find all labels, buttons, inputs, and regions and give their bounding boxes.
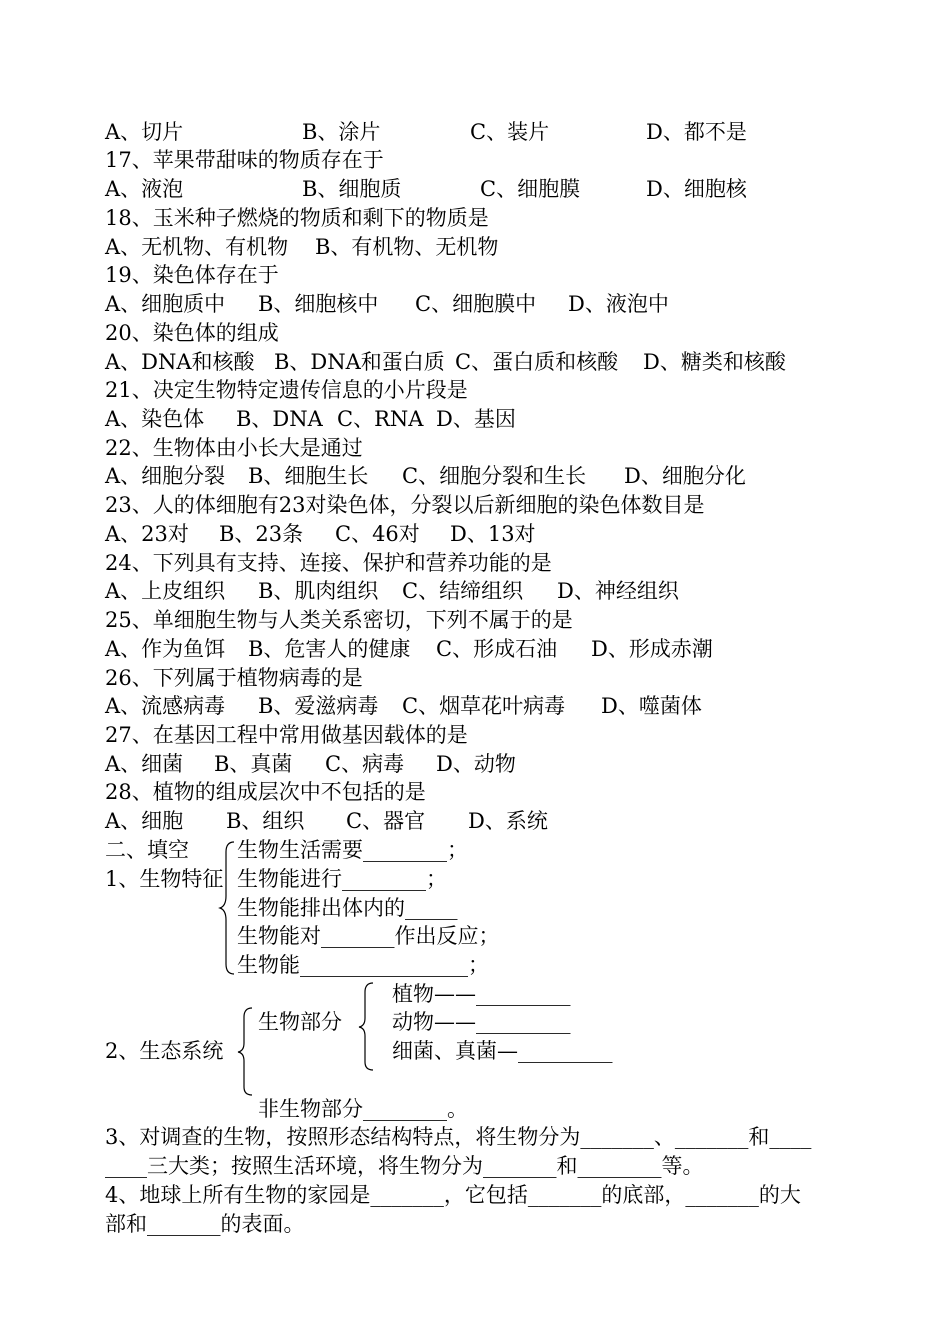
answer-option: B、爱滋病毒 (258, 694, 379, 718)
q4-line: 4、地球上所有生物的家园是_______，它包括_______的底部，_______的大 (105, 1183, 801, 1207)
answer-option: D、噬菌体 (601, 694, 702, 718)
q2-bio-brace-icon (357, 980, 377, 1072)
answer-option: D、系统 (468, 809, 548, 833)
question-text: 27、在基因工程中常用做基因载体的是 (105, 723, 468, 747)
answer-option: C、细胞膜中 (415, 292, 537, 316)
answer-option: D、动物 (436, 752, 516, 776)
answer-option: C、46对 (335, 522, 420, 546)
question-text: 28、植物的组成层次中不包括的是 (105, 780, 426, 804)
question-text: 22、生物体由小长大是通过 (105, 436, 363, 460)
answer-option: B、涂片 (302, 120, 381, 144)
answer-option: B、肌肉组织 (258, 579, 379, 603)
answer-option: C、结缔组织 (402, 579, 524, 603)
answer-option: C、RNA (337, 407, 424, 431)
question-text: 24、下列具有支持、连接、保护和营养功能的是 (105, 551, 552, 575)
answer-option: C、器官 (346, 809, 426, 833)
q1-item: 生物能排出体内的_____ (237, 896, 458, 920)
answer-option: A、细胞分裂 (105, 464, 226, 488)
question-text: 25、单细胞生物与人类关系密切，下列不属于的是 (105, 608, 573, 632)
answer-option: D、基因 (436, 407, 516, 431)
q2-bio-item: 细菌、真菌—_________ (392, 1039, 613, 1063)
answer-option: B、有机物、无机物 (315, 235, 499, 259)
section-title: 二、填空 (105, 838, 189, 862)
question-text: 18、玉米种子燃烧的物质和剩下的物质是 (105, 206, 489, 230)
q2-bio-item: 动物——_________ (392, 1010, 571, 1034)
answer-option: A、DNA和核酸 (105, 350, 255, 374)
answer-option: D、液泡中 (568, 292, 669, 316)
answer-option: B、DNA和蛋白质 (274, 350, 445, 374)
answer-option: B、真菌 (214, 752, 293, 776)
answer-option: D、都不是 (646, 120, 747, 144)
answer-option: C、蛋白质和核酸 (455, 350, 619, 374)
answer-option: B、细胞质 (302, 177, 402, 201)
question-text: 17、苹果带甜味的物质存在于 (105, 148, 384, 172)
answer-option: A、流感病毒 (105, 694, 226, 718)
q3-line: ____三大类；按照生活环境，将生物分为_______和________等。 (105, 1154, 704, 1178)
q1-brace-icon (218, 838, 238, 978)
question-text: 23、人的体细胞有23对染色体，分裂以后新细胞的染色体数目是 (105, 493, 705, 517)
answer-option: C、烟草花叶病毒 (402, 694, 566, 718)
question-text: 20、染色体的组成 (105, 321, 279, 345)
answer-option: C、细胞膜 (480, 177, 581, 201)
answer-option: D、糖类和核酸 (643, 350, 786, 374)
q1-item: 生物能________________； (237, 953, 489, 977)
answer-option: B、危害人的健康 (248, 637, 411, 661)
answer-option: B、DNA (236, 407, 323, 431)
answer-option: C、形成石油 (436, 637, 558, 661)
answer-option: C、装片 (470, 120, 550, 144)
answer-option: A、切片 (105, 120, 184, 144)
answer-option: A、上皮组织 (105, 579, 226, 603)
q3-line: 3、对调查的生物，按照形态结构特点，将生物分为_______、_______和____ (105, 1125, 812, 1149)
answer-option: C、细胞分裂和生长 (402, 464, 587, 488)
question-text: 26、下列属于植物病毒的是 (105, 666, 363, 690)
q2-bio-label: 生物部分 (258, 1010, 342, 1034)
answer-option: A、液泡 (105, 177, 184, 201)
answer-option: D、神经组织 (557, 579, 679, 603)
answer-option: D、细胞分化 (624, 464, 746, 488)
q1-item: 生物能对_______作出反应； (237, 924, 500, 948)
answer-option: A、细胞质中 (105, 292, 226, 316)
answer-option: A、染色体 (105, 407, 205, 431)
q1-item: 生物生活需要________； (237, 838, 468, 862)
q2-brace-icon (236, 1005, 256, 1097)
question-text: 21、决定生物特定遗传信息的小片段是 (105, 378, 468, 402)
q2-bio-item: 植物——_________ (392, 982, 571, 1006)
q2-nonbio: 非生物部分________。 (258, 1097, 468, 1121)
q1-label: 1、生物特征 (105, 867, 224, 891)
answer-option: C、病毒 (325, 752, 405, 776)
q1-item: 生物能进行________； (237, 867, 447, 891)
q2-label: 2、生态系统 (105, 1039, 224, 1063)
answer-option: B、组织 (226, 809, 305, 833)
answer-option: A、细胞 (105, 809, 184, 833)
answer-option: A、细菌 (105, 752, 184, 776)
answer-option: D、形成赤潮 (591, 637, 713, 661)
answer-option: D、13对 (450, 522, 536, 546)
q4-line: 部和_______的表面。 (105, 1212, 305, 1236)
answer-option: B、细胞生长 (248, 464, 369, 488)
question-text: 19、染色体存在于 (105, 263, 279, 287)
answer-option: B、细胞核中 (258, 292, 379, 316)
answer-option: D、细胞核 (646, 177, 747, 201)
answer-option: A、作为鱼饵 (105, 637, 226, 661)
answer-option: B、23条 (219, 522, 304, 546)
answer-option: A、无机物、有机物 (105, 235, 289, 259)
answer-option: A、23对 (105, 522, 189, 546)
